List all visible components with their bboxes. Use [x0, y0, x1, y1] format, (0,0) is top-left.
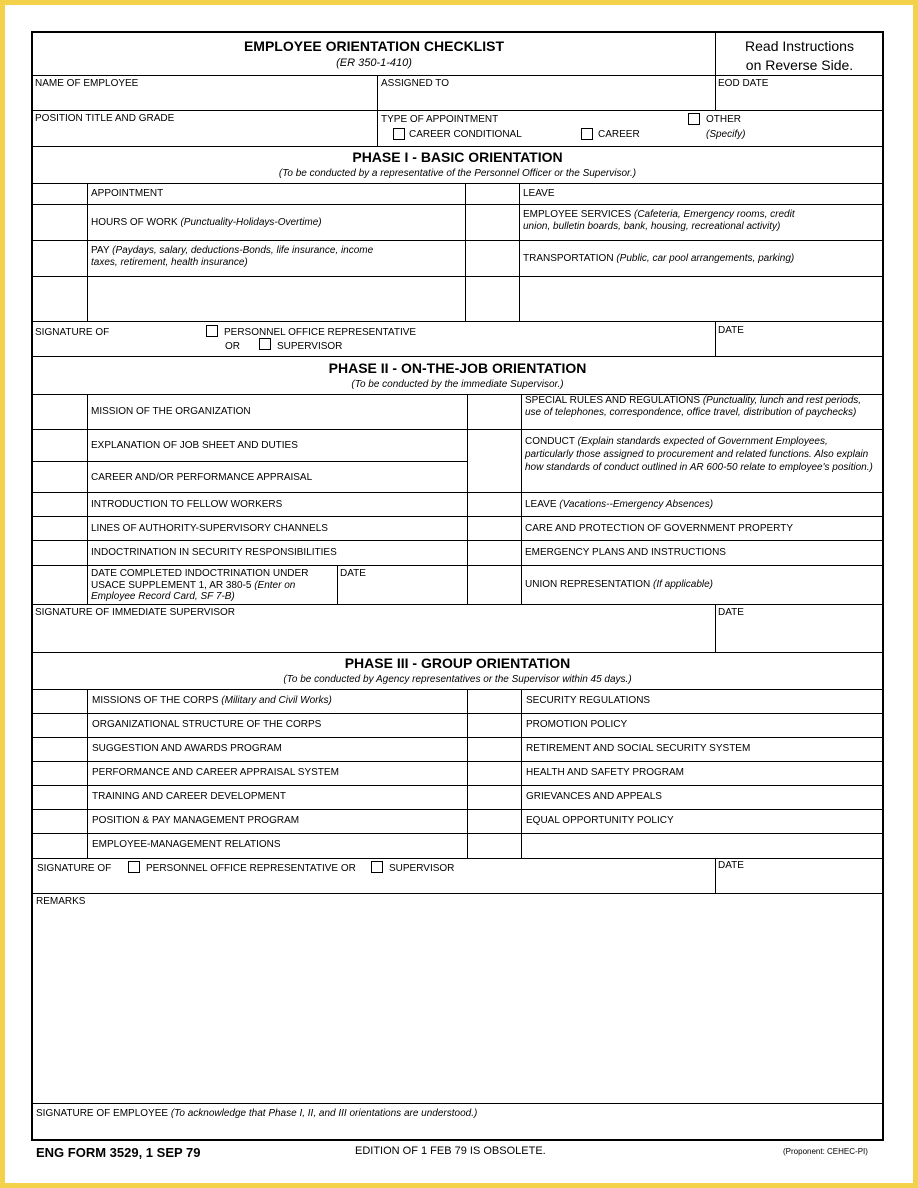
- phase-3-personnel-rep-label: PERSONNEL OFFICE REPRESENTATIVE OR: [146, 863, 356, 874]
- assigned-to-field[interactable]: [379, 91, 713, 109]
- immediate-supervisor-signature-label: SIGNATURE OF IMMEDIATE SUPERVISOR: [35, 607, 236, 618]
- employee-signature-field[interactable]: [35, 1121, 880, 1139]
- career-conditional-label: CAREER CONDITIONAL: [409, 129, 522, 140]
- employee-management-relations-label: EMPLOYEE-MANAGEMENT RELATIONS: [92, 839, 281, 850]
- phase-2-check-authority[interactable]: [35, 518, 85, 538]
- eod-date-field[interactable]: [717, 91, 881, 109]
- other-label: OTHER: [706, 114, 741, 125]
- proponent: (Proponent: CEHEC-PI): [783, 1147, 868, 1156]
- specify-label: (Specify): [706, 129, 746, 140]
- employee-signature-label: SIGNATURE OF EMPLOYEE: [36, 1108, 169, 1119]
- explanation-job-sheet-label: EXPLANATION OF JOB SHEET AND DUTIES: [91, 440, 298, 451]
- phase-1-title: PHASE I - BASIC ORIENTATION: [352, 149, 563, 165]
- phase-2-subtitle: (To be conducted by the immediate Supervisor.): [351, 379, 564, 390]
- phase-2-date-field[interactable]: [717, 620, 881, 650]
- indoctrination-security-label: INDOCTRINATION IN SECURITY RESPONSIBILITIES: [91, 547, 337, 558]
- special-rules-detail: (Punctuality, lunch and rest periods, use of telephones, correspondence, office travel, distribution of paychecks): [525, 395, 862, 418]
- transportation-label: TRANSPORTATION: [523, 253, 614, 264]
- position-title-field[interactable]: [33, 126, 377, 144]
- career-performance-appraisal-label: CAREER AND/OR PERFORMANCE APPRAISAL: [91, 472, 313, 483]
- phase-3-check-org-structure[interactable]: [35, 715, 85, 735]
- pay-detail: (Paydays, salary, deductions-Bonds, life insurance, income taxes, retirement, health insurance): [91, 245, 374, 268]
- phase-1-check-pay[interactable]: [35, 242, 85, 275]
- equal-opportunity-label: EQUAL OPPORTUNITY POLICY: [526, 815, 674, 826]
- phase-1-check-hours[interactable]: [35, 206, 85, 239]
- indoctrination-date-detail: (Enter on Employee Record Card, SF 7-B): [91, 579, 296, 602]
- phase-2-leave-label: LEAVE: [525, 499, 557, 510]
- phase-3-check-position-pay[interactable]: [35, 811, 85, 831]
- remarks-field[interactable]: [35, 909, 880, 1101]
- phase-1-date-field[interactable]: [717, 338, 881, 355]
- phase-2-check-special-rules[interactable]: [469, 396, 519, 427]
- employee-signature-detail: (To acknowledge that Phase I, II, and III orientations are understood.): [170, 1108, 478, 1119]
- retirement-social-security-label: RETIREMENT AND SOCIAL SECURITY SYSTEM: [526, 743, 751, 754]
- performance-appraisal-system-label: PERFORMANCE AND CAREER APPRAISAL SYSTEM: [92, 767, 339, 778]
- indoctrination-date-label: DATE COMPLETED INDOCTRINATION UNDER USACE SUPPLEMENT 1, AR 380-5: [91, 568, 309, 591]
- phase-2-check-union[interactable]: [469, 567, 519, 602]
- phase-1-or-label: OR: [225, 341, 240, 352]
- phase-3-check-performance[interactable]: [35, 763, 85, 783]
- appointment-label: APPOINTMENT: [91, 188, 164, 199]
- phase-1-subtitle: (To be conducted by a representative of the Personnel Officer or the Supervisor.): [278, 168, 637, 179]
- orientation-checklist-form: [31, 31, 884, 1141]
- phase-3-check-missions[interactable]: [35, 691, 85, 711]
- phase-1-supervisor-label: SUPERVISOR: [277, 341, 343, 352]
- phase-2-title: PHASE II - ON-THE-JOB ORIENTATION: [328, 360, 587, 376]
- assigned-to-label: ASSIGNED TO: [381, 78, 449, 89]
- immediate-supervisor-signature-field[interactable]: [35, 620, 713, 650]
- care-government-property-label: CARE AND PROTECTION OF GOVERNMENT PROPERTY: [525, 523, 793, 534]
- phase-2-check-indoc-date[interactable]: [35, 567, 85, 602]
- hours-of-work-detail: (Punctuality-Holidays-Overtime): [180, 217, 322, 228]
- phase-1-extra-row[interactable]: [35, 278, 880, 320]
- employee-services-detail: (Cafeteria, Emergency rooms, credit union, bulletin boards, bank, housing, recreational activity): [523, 209, 795, 232]
- type-of-appointment-label: TYPE OF APPOINTMENT: [381, 114, 499, 125]
- leave-label: LEAVE: [523, 188, 555, 199]
- phase-3-subtitle: (To be conducted by Agency representatives or the Supervisor within 45 days.): [283, 674, 632, 685]
- indoctrination-date-field[interactable]: [339, 580, 465, 602]
- union-representation-label: UNION REPRESENTATION: [525, 579, 651, 590]
- phase-1-supervisor-checkbox[interactable]: [259, 338, 271, 350]
- transportation-detail: (Public, car pool arrangements, parking): [616, 253, 795, 264]
- phase-3-check-retirement[interactable]: [469, 739, 519, 759]
- phase-2-check-security[interactable]: [35, 542, 85, 563]
- other-checkbox[interactable]: [688, 113, 700, 125]
- phase-2-check-mission[interactable]: [35, 396, 85, 427]
- phase-3-check-security[interactable]: [469, 691, 519, 711]
- training-career-development-label: TRAINING AND CAREER DEVELOPMENT: [92, 791, 286, 802]
- missions-of-corps-detail: (Military and Civil Works): [221, 695, 332, 706]
- name-of-employee-label: NAME OF EMPLOYEE: [35, 78, 139, 89]
- remarks-label: REMARKS: [36, 896, 86, 907]
- phase-3-signature-label: SIGNATURE OF: [37, 863, 112, 874]
- phase-3-check-employee-mgmt[interactable]: [35, 835, 85, 856]
- phase-1-check-leave[interactable]: [467, 185, 517, 203]
- security-regulations-label: SECURITY REGULATIONS: [526, 695, 651, 706]
- phase-1-personnel-rep-label: PERSONNEL OFFICE REPRESENTATIVE: [224, 327, 417, 338]
- union-representation-detail: (If applicable): [652, 579, 714, 590]
- grievances-appeals-label: GRIEVANCES AND APPEALS: [526, 791, 662, 802]
- organizational-structure-label: ORGANIZATIONAL STRUCTURE OF THE CORPS: [92, 719, 322, 730]
- health-safety-program-label: HEALTH AND SAFETY PROGRAM: [526, 767, 684, 778]
- phase-1-signature-label: SIGNATURE OF: [35, 327, 110, 338]
- lines-of-authority-label: LINES OF AUTHORITY-SUPERVISORY CHANNELS: [91, 523, 328, 534]
- phase-2-check-emergency[interactable]: [469, 542, 519, 563]
- phase-2-leave-detail: (Vacations--Emergency Absences): [559, 499, 714, 510]
- phase-1-check-employee-services[interactable]: [467, 206, 517, 239]
- hours-of-work-label: HOURS OF WORK: [91, 217, 178, 228]
- phase-3-check-promotion[interactable]: [469, 715, 519, 735]
- phase-3-supervisor-checkbox[interactable]: [371, 861, 383, 873]
- instructions-line-2: on Reverse Side.: [745, 57, 854, 73]
- career-label: CAREER: [598, 129, 640, 140]
- phase-3-date-label: DATE: [718, 860, 744, 871]
- instructions-line-1: Read Instructions: [745, 38, 854, 54]
- phase-1-personnel-rep-checkbox[interactable]: [206, 325, 218, 337]
- phase-1-check-appointment[interactable]: [35, 185, 85, 203]
- eod-date-label: EOD DATE: [718, 78, 769, 89]
- phase-2-check-job-sheet[interactable]: [35, 431, 85, 459]
- missions-of-corps-label: MISSIONS OF THE CORPS: [92, 695, 219, 706]
- career-checkbox[interactable]: [581, 128, 593, 140]
- emergency-plans-label: EMERGENCY PLANS AND INSTRUCTIONS: [525, 547, 726, 558]
- phase-3-check-suggestion[interactable]: [35, 739, 85, 759]
- phase-3-date-field[interactable]: [717, 873, 881, 891]
- phase-3-supervisor-label: SUPERVISOR: [389, 863, 455, 874]
- phase-3-check-equal-opportunity[interactable]: [469, 811, 519, 831]
- conduct-detail: (Explain standards expected of Government Employees, particularly those assigned to procurement and related functions. Also explain how standards of conduct outlined in AR 600-50 relate to employee's position.): [525, 436, 873, 473]
- suggestion-awards-label: SUGGESTION AND AWARDS PROGRAM: [92, 743, 282, 754]
- phase-2-check-appraisal[interactable]: [35, 463, 85, 490]
- employee-services-label: EMPLOYEE SERVICES: [523, 209, 632, 220]
- phase-2-check-conduct[interactable]: [469, 431, 519, 490]
- phase-3-check-training[interactable]: [35, 787, 85, 807]
- regulation-reference: (ER 350-1-410): [336, 57, 412, 69]
- position-pay-management-label: POSITION & PAY MANAGEMENT PROGRAM: [92, 815, 300, 826]
- phase-2-check-leave[interactable]: [469, 494, 519, 514]
- phase-1-check-transportation[interactable]: [467, 242, 517, 275]
- phase-2-date-label: DATE: [718, 607, 744, 618]
- conduct-label: CONDUCT: [525, 436, 575, 447]
- form-title: EMPLOYEE ORIENTATION CHECKLIST: [243, 38, 505, 54]
- mission-of-organization-label: MISSION OF THE ORGANIZATION: [91, 406, 251, 417]
- position-title-label: POSITION TITLE AND GRADE: [35, 113, 175, 124]
- phase-3-title: PHASE III - GROUP ORIENTATION: [344, 655, 571, 671]
- form-number: ENG FORM 3529, 1 SEP 79: [36, 1145, 201, 1160]
- phase-3-check-grievances[interactable]: [469, 787, 519, 807]
- special-rules-label: SPECIAL RULES AND REGULATIONS: [525, 395, 701, 406]
- name-of-employee-field[interactable]: [33, 91, 377, 109]
- phase-3-check-health-safety[interactable]: [469, 763, 519, 783]
- phase-2-check-care-property[interactable]: [469, 518, 519, 538]
- phase-1-date-label: DATE: [718, 325, 744, 336]
- indoctrination-date-field-label: DATE: [340, 568, 366, 579]
- introduction-fellow-workers-label: INTRODUCTION TO FELLOW WORKERS: [91, 499, 283, 510]
- promotion-policy-label: PROMOTION POLICY: [526, 719, 628, 730]
- phase-2-check-fellow-workers[interactable]: [35, 494, 85, 514]
- phase-3-personnel-rep-checkbox[interactable]: [128, 861, 140, 873]
- career-conditional-checkbox[interactable]: [393, 128, 405, 140]
- edition-note: EDITION OF 1 FEB 79 IS OBSOLETE.: [355, 1145, 546, 1157]
- pay-label: PAY: [91, 245, 110, 256]
